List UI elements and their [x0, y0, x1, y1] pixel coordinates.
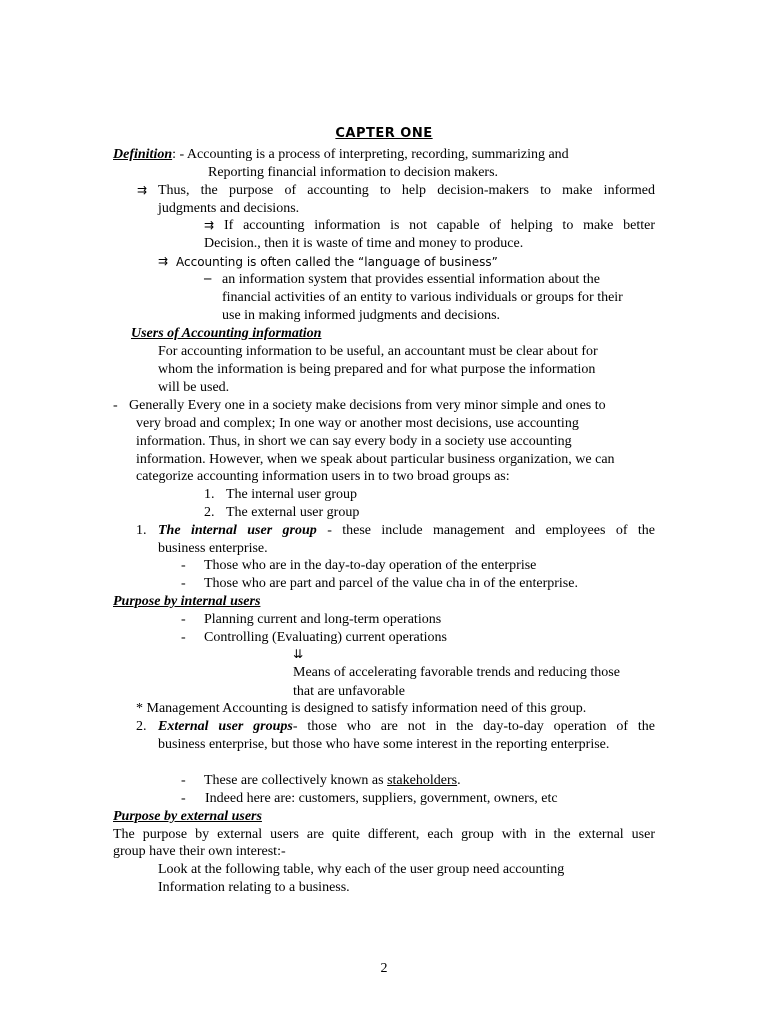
look-line-1: Look at the following table, why each of the user group need accounting	[158, 862, 565, 877]
definition-text: : - Accounting is a process of interpreting, recording, summarizing and	[172, 147, 569, 162]
internal-num: 1.	[136, 523, 147, 538]
definition-line-2: Reporting financial information to decision makers.	[208, 165, 499, 180]
means-line-1: Means of accelerating favorable trends and reducing those	[293, 665, 620, 680]
internal-item-1: Those who are in the day-to-day operation of the enterprise	[204, 558, 537, 573]
group-list-num-1: 1.	[204, 487, 215, 502]
look-line-2: Information relating to a business.	[158, 880, 350, 895]
external-line-2: business enterprise, but those who have some interest in the reporting enterprise.	[158, 737, 610, 752]
means-line-2: that are unfavorable	[293, 684, 405, 699]
purpose-internal-dash-2: -	[181, 630, 186, 645]
if-arrow-icon: ⇉	[204, 218, 215, 232]
generally-line-5: categorize accounting information users in to two broad groups as:	[136, 469, 510, 484]
info-dash-icon: ─	[204, 272, 212, 286]
external-item-1: These are collectively known as stakeholders.	[204, 773, 461, 788]
info-line-3: use in making informed judgments and decisions.	[222, 308, 501, 323]
internal-label: The internal user group	[158, 523, 317, 538]
generally-marker: -	[113, 398, 118, 413]
generally-line-3: information. Thus, in short we can say every body in a society use accounting	[136, 434, 572, 449]
definition-line-1	[113, 146, 569, 164]
language-line: Accounting is often called the “language of business”	[176, 255, 498, 269]
generally-line-1: Generally Every one in a society make decisions from very minor simple and ones to	[129, 398, 606, 413]
external-item-dash-1: -	[181, 773, 186, 788]
users-para-line-2: whom the information is being prepared and for what purpose the information	[158, 362, 596, 377]
purpose-internal-item-1: Planning current and long-term operations	[204, 612, 442, 627]
purpose-external-heading: Purpose by external users	[113, 809, 262, 824]
down-arrows-icon: ⇊	[293, 647, 304, 661]
info-line-1: an information system that provides essential information about the	[222, 272, 600, 287]
page-number: 2	[380, 961, 388, 976]
definition-label: Definition	[113, 147, 173, 162]
stakeholders-link: stakeholders	[387, 773, 458, 788]
users-para-line-3: will be used.	[158, 380, 230, 395]
external-label: External user groups	[158, 719, 293, 734]
users-heading: Users of Accounting information	[131, 326, 322, 341]
external-item-2: Indeed here are: customers, suppliers, government, owners, etc	[205, 791, 558, 806]
group-list-item-1: The internal user group	[226, 487, 358, 502]
language-arrow-icon: ⇉	[158, 254, 169, 268]
purpose-internal-heading: Purpose by internal users	[113, 594, 261, 609]
internal-text: - these include management and employees of the	[316, 523, 655, 538]
page-title: CAPTER ONE	[335, 126, 433, 141]
group-list-num-2: 2.	[204, 505, 215, 520]
internal-line-2: business enterprise.	[158, 541, 268, 556]
management-note: * Management Accounting is designed to satisfy information need of this group.	[136, 701, 587, 716]
internal-line-1	[158, 522, 655, 540]
purpose-external-line-1: The purpose by external users are quite different, each group with in the external user	[113, 827, 655, 842]
if-line-1: If accounting information is not capable of helping to make better	[224, 218, 655, 233]
external-num: 2.	[136, 719, 147, 734]
purpose-internal-item-2: Controlling (Evaluating) current operations	[204, 630, 447, 645]
internal-item-dash-2: -	[181, 576, 186, 591]
users-para-line-1: For accounting information to be useful, an accountant must be clear about for	[158, 344, 598, 359]
purpose-external-line-2: group have their own interest:-	[113, 844, 286, 859]
thus-arrow-icon: ⇉	[137, 183, 148, 197]
thus-line-1: Thus, the purpose of accounting to help decision-makers to make informed	[158, 183, 655, 198]
external-line-1	[158, 718, 655, 736]
generally-line-4: information. However, when we speak about particular business organization, we can	[136, 452, 615, 467]
external-item-dash-2: -	[181, 791, 186, 806]
info-line-2: financial activities of an entity to various individuals or groups for their	[222, 290, 623, 305]
generally-line-2: very broad and complex; In one way or another most decisions, use accounting	[136, 416, 579, 431]
external-text: - those who are not in the day-to-day operation of the	[292, 719, 655, 734]
group-list-item-2: The external user group	[226, 505, 360, 520]
thus-line-2: judgments and decisions.	[158, 201, 300, 216]
if-line-2: Decision., then it is waste of time and money to produce.	[204, 236, 524, 251]
internal-item-2: Those who are part and parcel of the value cha in of the enterprise.	[204, 576, 578, 591]
internal-item-dash-1: -	[181, 558, 186, 573]
purpose-internal-dash-1: -	[181, 612, 186, 627]
